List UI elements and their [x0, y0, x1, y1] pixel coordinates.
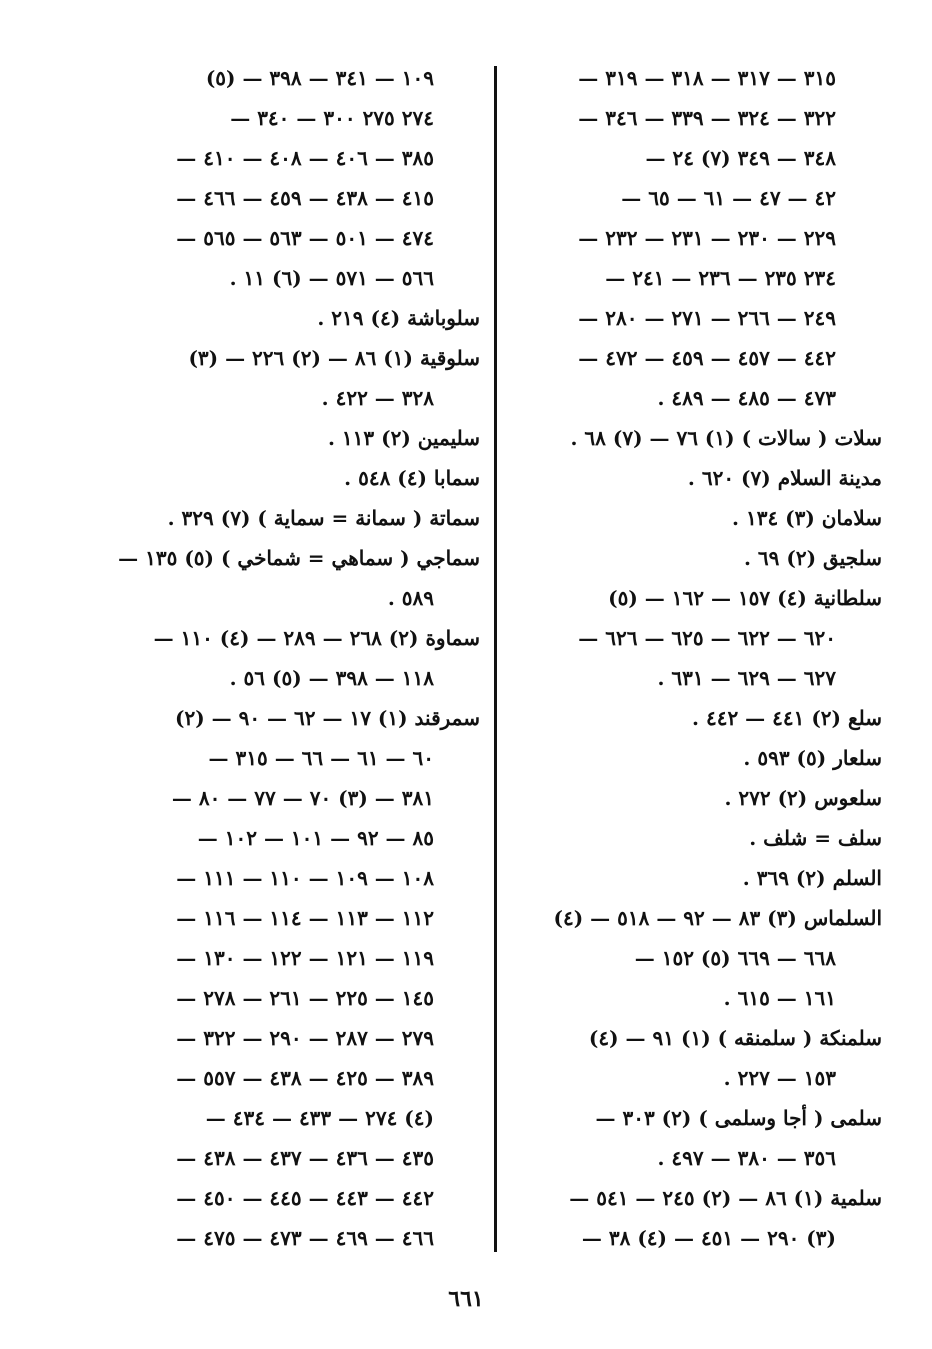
index-entry-line: سلمية (١) ٨٦ — (٢) ٢٤٥ — ٥٤١ — [569, 1186, 882, 1210]
index-entry-line: (٣) ٢٩٠ — ٤٥١ — (٤) ٣٨ — [581, 1226, 836, 1250]
index-entry-line: سلعار (٥) ٥٩٣ . [743, 746, 882, 770]
index-entry-line: ٤٤٢ — ٤٤٣ — ٤٤٥ — ٤٥٠ — [176, 1186, 434, 1210]
index-entry-line: ١٠٩ — ٣٤١ — ٣٩٨ — (٥) [205, 66, 434, 90]
index-entry-line: سلامان (٣) ١٣٤ . [732, 506, 882, 530]
index-entry-line: ٦٢٧ — ٦٢٩ — ٦٣١ . [657, 666, 836, 690]
index-entry-line: سليمين (٢) ١١٣ . [327, 426, 480, 450]
index-entry-line: ١٦١ — ٦١٥ . [723, 986, 836, 1010]
index-entry-line: ١٤٥ — ٢٢٥ — ٢٦١ — ٢٧٨ — [176, 986, 434, 1010]
index-entry-line: ٢٤٩ — ٢٦٦ — ٢٧١ — ٢٨٠ — [578, 306, 836, 330]
index-entry-line: ٥٨٩ . [387, 586, 434, 610]
index-entry-line: ١٠٨ — ١٠٩ — ١١٠ — ١١١ — [176, 866, 434, 890]
index-entry-line: ٤٣٥ — ٤٣٦ — ٤٣٧ — ٤٣٨ — [176, 1146, 434, 1170]
index-entry-line: ٣١٥ — ٣١٧ — ٣١٨ — ٣١٩ — [578, 66, 836, 90]
index-entry-line: سلمى ( أجا وسلمى ) (٢) ٣٠٣ — [595, 1106, 882, 1130]
index-entry-line: سلات ( سالات ) (١) ٧٦ — (٧) ٦٨ . [570, 426, 882, 450]
index-entry-line: ٦٠ — ٦١ — ٦٦ — ٣١٥ — [208, 746, 434, 770]
index-entry-line: سلعوس (٢) ٢٧٢ . [724, 786, 882, 810]
index-entry-line: ١١٢ — ١١٣ — ١١٤ — ١١٦ — [176, 906, 434, 930]
page-number: ٦٦١ [448, 1286, 484, 1312]
column-divider [494, 66, 497, 1252]
index-entry-line: ٤٢ — ٤٧ — ٦١ — ٦٥ — [621, 186, 836, 210]
index-entry-line: ١٥٣ — ٢٢٧ . [723, 1066, 836, 1090]
index-entry-line: ٨٥ — ٩٢ — ١٠١ — ١٠٢ — [197, 826, 434, 850]
index-entry-line: سمابا (٤) ٥٤٨ . [344, 466, 480, 490]
index-entry-line: سلجيق (٢) ٦٩ . [743, 546, 882, 570]
index-entry-line: ٦٢٠ — ٦٢٢ — ٦٢٥ — ٦٢٦ — [578, 626, 836, 650]
index-entry-line: ٤٤٢ — ٤٥٧ — ٤٥٩ — ٤٧٢ — [578, 346, 836, 370]
index-entry-line: ١١٩ — ١٢١ — ١٢٢ — ١٣٠ — [176, 946, 434, 970]
index-entry-line: سمرقند (١) ١٧ — ٦٢ — ٩٠ — (٢) [175, 706, 480, 730]
index-entry-line: سلوقية (١) ٨٦ — (٢) ٢٢٦ — (٣) [188, 346, 480, 370]
index-entry-line: سلوباشة (٤) ٢١٩ . [317, 306, 480, 330]
index-entry-line: سلطانية (٤) ١٥٧ — ١٦٢ — (٥) [608, 586, 882, 610]
index-entry-line: ٢٧٩ — ٢٨٧ — ٢٩٠ — ٣٢٢ — [176, 1026, 434, 1050]
index-entry-line: ٣٢٢ — ٣٢٤ — ٣٣٩ — ٣٤٦ — [578, 106, 836, 130]
index-entry-line: سلمنكة ( سلمنقه ) (١) ٩١ — (٤) [588, 1026, 882, 1050]
index-entry-line: سلع (٢) ٤٤١ — ٤٤٢ . [692, 706, 882, 730]
index-entry-line: سلف = شلف . [749, 826, 882, 850]
index-entry-line: سماتة ( سمانة = سماية ) (٧) ٣٢٩ . [167, 506, 480, 530]
index-entry-line: ٣٨٩ — ٤٢٥ — ٤٣٨ — ٥٥٧ — [176, 1066, 434, 1090]
index-entry-line: ٣٨١ — (٣) ٧٠ — ٧٧ — ٨٠ — [171, 786, 434, 810]
index-entry-line: (٤) ٢٧٤ — ٤٣٣ — ٤٣٤ — [205, 1106, 434, 1130]
index-entry-line: ٤٧٣ — ٤٨٥ — ٤٨٩ . [657, 386, 836, 410]
index-entry-line: سماجي ( سماهي = شماخي ) (٥) ١٣٥ — [118, 546, 480, 570]
index-entry-line: ٤١٥ — ٤٣٨ — ٤٥٩ — ٤٦٦ — [176, 186, 434, 210]
index-entry-line: ٤٧٤ — ٥٠١ — ٥٦٣ — ٥٦٥ — [176, 226, 434, 250]
index-entry-line: ١١٨ — ٣٩٨ — (٥) ٥٦ . [229, 666, 434, 690]
index-entry-line: ٢٧٤ ٢٧٥ ٣٠٠ — ٣٤٠ — [230, 106, 434, 130]
index-entry-line: مدينة السلام (٧) ٦٢٠ . [687, 466, 882, 490]
index-entry-line: السلماس (٣) ٨٣ — ٩٢ — ٥١٨ — (٤) [553, 906, 882, 930]
index-entry-line: السلم (٢) ٣٦٩ . [742, 866, 882, 890]
index-entry-line: ٣٢٨ — ٤٢٢ . [321, 386, 434, 410]
index-entry-line: ٢٢٩ — ٢٣٠ — ٢٣١ — ٢٣٢ — [578, 226, 836, 250]
index-entry-line: ٥٦٦ — ٥٧١ — (٦) ١١ . [229, 266, 434, 290]
index-entry-line: ٦٦٨ — ٦٦٩ (٥) ١٥٢ — [634, 946, 836, 970]
right-column [510, 58, 882, 1258]
index-entry-line: سماوة (٢) ٢٦٨ — ٢٨٩ — (٤) ١١٠ — [153, 626, 480, 650]
index-entry-line: ٣٨٥ — ٤٠٦ — ٤٠٨ — ٤١٠ — [176, 146, 434, 170]
left-column [118, 58, 480, 1258]
index-entry-line: ٢٣٤ ٢٣٥ — ٢٣٦ — ٢٤١ — [605, 266, 836, 290]
index-entry-line: ٣٤٨ — ٣٤٩ (٧) ٢٤ — [645, 146, 836, 170]
index-entry-line: ٤٦٦ — ٤٦٩ — ٤٧٣ — ٤٧٥ — [176, 1226, 434, 1250]
index-entry-line: ٣٥٦ — ٣٨٠ — ٤٩٧ . [657, 1146, 836, 1170]
